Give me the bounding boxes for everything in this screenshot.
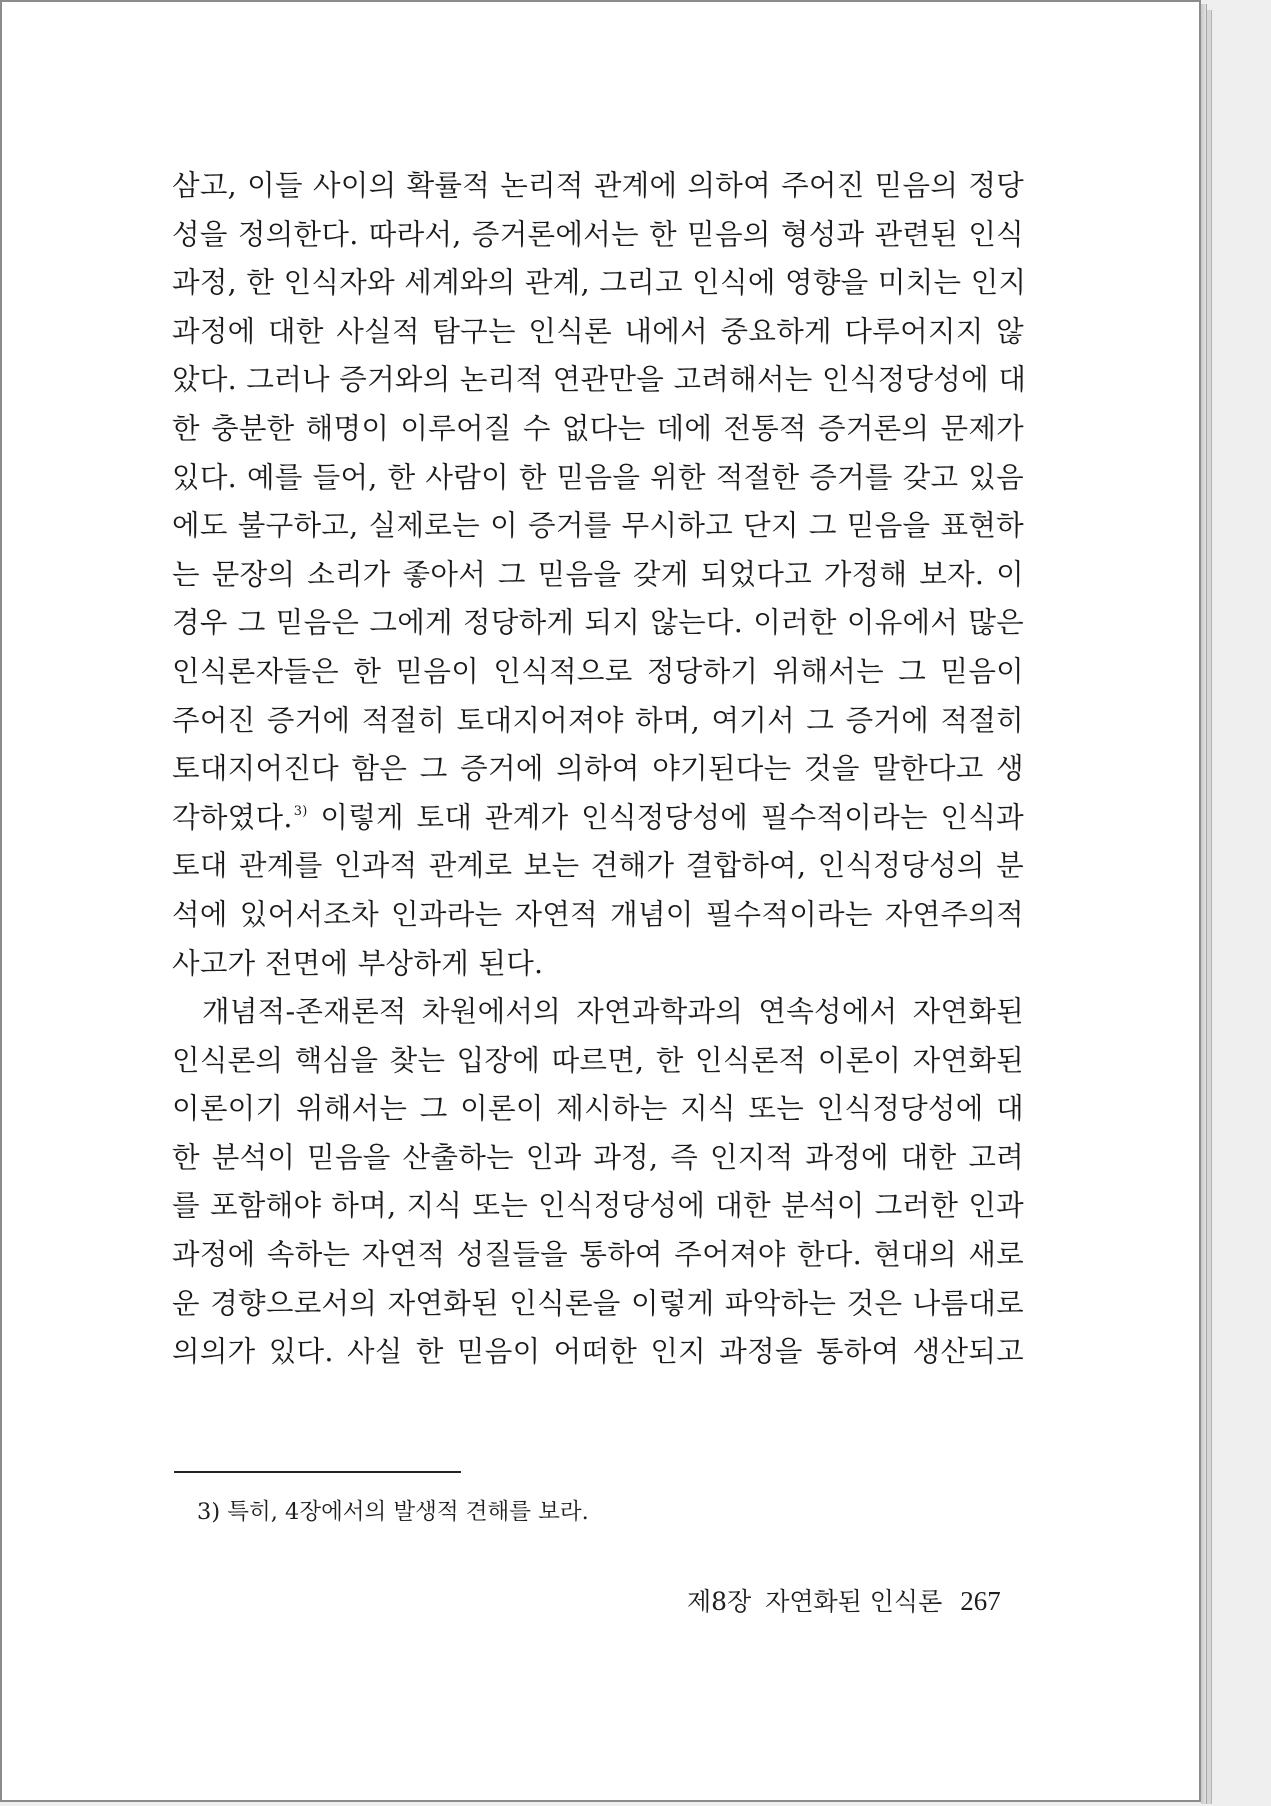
chapter-title: 자연화된 인식론 [765, 1587, 943, 1616]
body-line-with-footnote [172, 794, 1024, 843]
body-line: 인식론의 핵심을 찾는 입장에 따르면, 한 인식론적 이론이 자연화된 [172, 1043, 1024, 1077]
body-line: 에도 불구하고, 실제로는 이 증거를 무시하고 단지 그 믿음을 표현하 [172, 509, 1024, 543]
footnote-reference: 3) [293, 803, 308, 819]
body-line: 인식론자들은 한 믿음이 인식적으로 정당하기 위해서는 그 믿음이 [172, 654, 1024, 688]
body-line: 성을 정의한다. 따라서, 증거론에서는 한 믿음의 형성과 관련된 인식 [172, 217, 1024, 251]
body-line: 주어진 증거에 적절히 토대지어져야 하며, 여기서 그 증거에 적절히 [172, 703, 1024, 737]
paragraph-start-line: 개념적-존재론적 차원에서의 자연과학과의 연속성에서 자연화된 [202, 995, 1024, 1029]
body-line: 삼고, 이들 사이의 확률적 논리적 관계에 의하여 주어진 믿음의 정당 [172, 169, 1024, 202]
page-number: 267 [960, 1586, 1001, 1616]
footnote-divider [174, 1471, 461, 1473]
body-line: 한 충분한 해명이 이루어질 수 없다는 데에 전통적 증거론의 문제가 [172, 411, 1024, 445]
body-line: 한 분석이 믿음을 산출하는 인과 과정, 즉 인지적 과정에 대한 고려 [172, 1140, 1024, 1174]
body-line: 이론이기 위해서는 그 이론이 제시하는 지식 또는 인식정당성에 대 [172, 1092, 1024, 1126]
body-line: 석에 있어서조차 인과라는 자연적 개념이 필수적이라는 자연주의적 [172, 897, 1024, 931]
body-line: 를 포함해야 하며, 지식 또는 인식정당성에 대한 분석이 그러한 인과 [172, 1189, 1024, 1223]
footnote: 3) 특히, 4장에서의 발생적 견해를 보라. [197, 1499, 589, 1525]
body-line: 토대 관계를 인과적 관계로 보는 견해가 결합하여, 인식정당성의 분 [172, 849, 1024, 883]
page-stack-edge [1207, 10, 1212, 1804]
body-line: 과정, 한 인식자와 세계와의 관계, 그리고 인식에 영향을 미치는 인지 [172, 266, 1027, 300]
body-line: 있다. 예를 들어, 한 사람이 한 믿음을 위한 적절한 증거를 갖고 있음 [172, 460, 1024, 494]
body-line-start: 각하였다. [172, 800, 293, 834]
body-text [172, 162, 1027, 1377]
body-line: 과정에 속하는 자연적 성질들을 통하여 주어져야 한다. 현대의 새로 [172, 1238, 1024, 1272]
chapter-label: 제8장 [687, 1587, 752, 1616]
body-line-end: 이렇게 토대 관계가 인식정당성에 필수적이라는 인식과 [320, 800, 1025, 834]
body-line: 운 경향으로서의 자연화된 인식론을 이렇게 파악하는 것은 나름대로 [172, 1286, 1024, 1320]
running-footer [687, 1582, 1001, 1618]
body-line: 사고가 전면에 부상하게 된다. [172, 946, 544, 980]
body-line: 과정에 대한 사실적 탐구는 인식론 내에서 중요하게 다루어지지 않 [172, 314, 1024, 348]
body-line: 는 문장의 소리가 좋아서 그 믿음을 갖게 되었다고 가정해 보자. 이 [172, 557, 1024, 591]
body-line: 토대지어진다 함은 그 증거에 의하여 야기된다는 것을 말한다고 생 [172, 752, 1024, 786]
body-line: 경우 그 믿음은 그에게 정당하게 되지 않는다. 이러한 이유에서 많은 [172, 606, 1024, 640]
body-line: 았다. 그러나 증거와의 논리적 연관만을 고려해서는 인식정당성에 대 [172, 363, 1027, 397]
body-line: 의의가 있다. 사실 한 믿음이 어떠한 인지 과정을 통하여 생산되고 [172, 1335, 1024, 1369]
